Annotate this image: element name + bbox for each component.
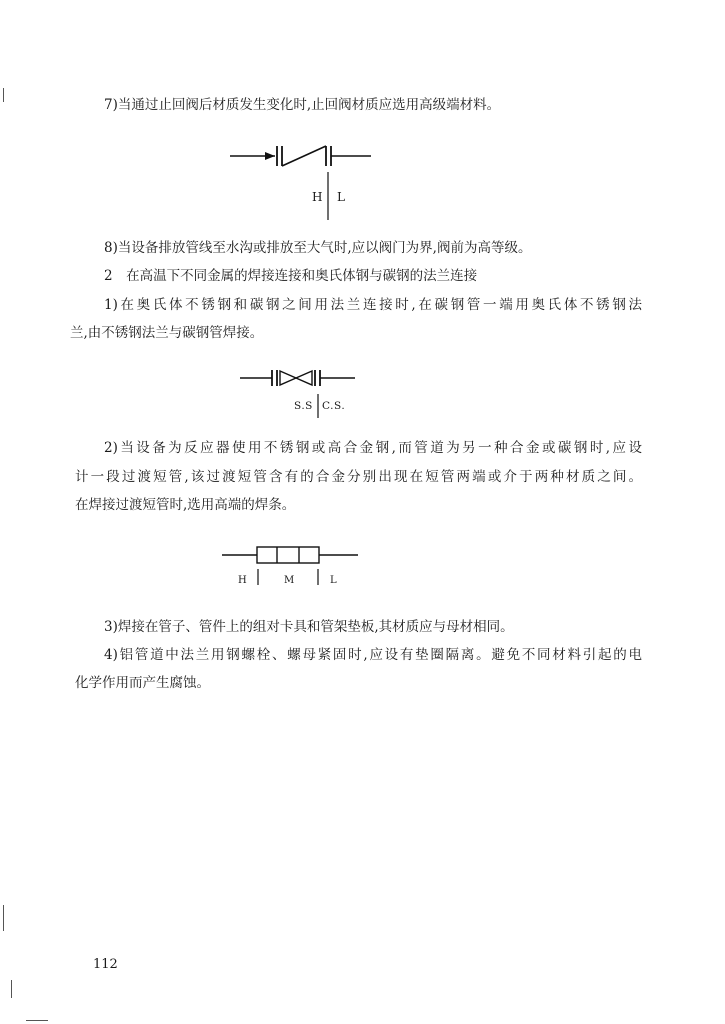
- label-stainless-steel: S.S: [294, 400, 313, 412]
- label-carbon-steel: C.S.: [322, 400, 346, 412]
- section-2-heading: 2 在高温下不同金属的焊接连接和奥氏体钢与碳钢的法兰连接: [104, 268, 478, 284]
- check-valve-diagram: [225, 140, 385, 220]
- item-4-line-1: 4)铝管道中法兰用钢螺栓、螺母紧固时,应设有垫圈隔离。避免不同材料引起的电: [104, 647, 642, 663]
- label-high: H: [312, 190, 323, 204]
- flange-connection-diagram: [240, 368, 380, 423]
- item-4-line-2: 化学作用而产生腐蚀。: [75, 675, 210, 691]
- scan-mark: [26, 1020, 48, 1021]
- scan-mark: [3, 88, 4, 102]
- label-h: H: [238, 575, 248, 586]
- item-2-line-2: 计一段过渡短管,该过渡短管含有的合金分别出现在短管两端或介于两种材质之间。: [75, 469, 642, 485]
- page-number: 112: [93, 957, 118, 972]
- item-2-line-1: 2)当设备为反应器使用不锈钢或高合金钢,而管道为另一种合金或碳钢时,应设: [104, 440, 642, 456]
- label-m: M: [284, 575, 295, 586]
- item-2-line-3: 在焊接过渡短管时,选用高端的焊条。: [75, 497, 296, 513]
- paragraph-8: 8)当设备排放管线至水沟或排放至大气时,应以阀门为界,阀前为高等级。: [104, 240, 532, 256]
- label-low: L: [337, 190, 346, 204]
- item-1-line-1: 1)在奥氏体不锈钢和碳钢之间用法兰连接时,在碳钢管一端用奥氏体不锈钢法: [104, 297, 642, 313]
- scan-mark: [11, 980, 12, 998]
- item-1-line-2: 兰,由不锈钢法兰与碳钢管焊接。: [70, 325, 264, 341]
- item-3: 3)焊接在管子、管件上的组对卡具和管架垫板,其材质应与母材相同。: [104, 619, 514, 635]
- scan-mark: [3, 905, 4, 931]
- paragraph-7: 7)当通过止回阀后材质发生变化时,止回阀材质应选用高级端材料。: [104, 97, 501, 113]
- label-l: L: [330, 575, 338, 586]
